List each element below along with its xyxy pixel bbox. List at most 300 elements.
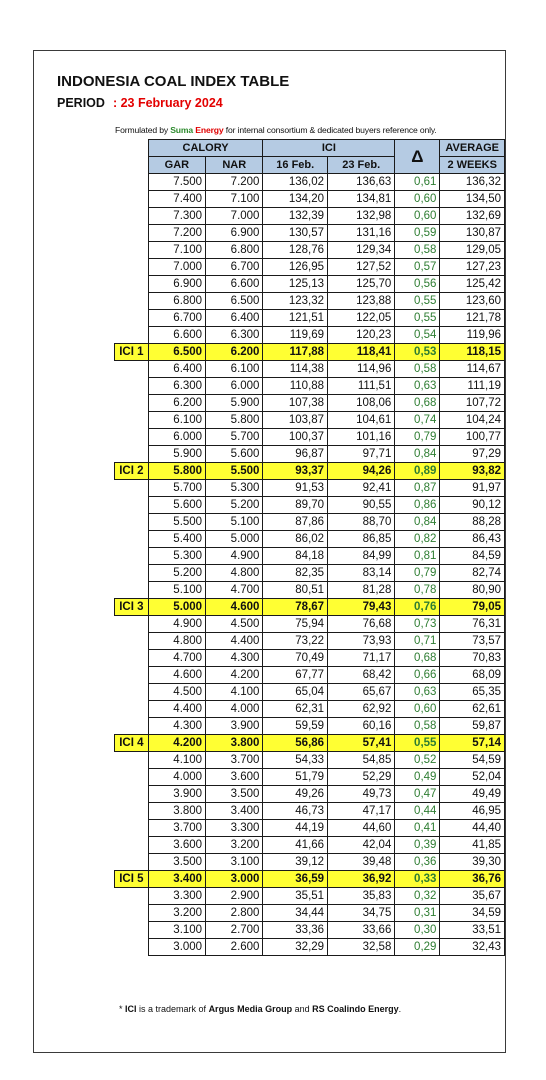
delta-cell: 0,63 xyxy=(395,378,440,395)
table-row xyxy=(115,174,505,191)
delta-cell: 0,32 xyxy=(395,888,440,905)
ici-23feb-cell: 54,85 xyxy=(328,752,395,769)
ici-tag-cell xyxy=(115,905,149,922)
ici-23feb-cell: 68,42 xyxy=(328,667,395,684)
nar-cell: 4.800 xyxy=(206,565,263,582)
ici-23feb-cell: 122,05 xyxy=(328,310,395,327)
table-row xyxy=(115,514,505,531)
nar-cell: 6.500 xyxy=(206,293,263,310)
date2-header: 23 Feb. xyxy=(328,157,395,174)
delta-cell: 0,66 xyxy=(395,667,440,684)
brand-name-part1: Suma xyxy=(170,125,194,135)
ici-16feb-cell: 78,67 xyxy=(263,599,328,616)
ici-tag-cell xyxy=(115,548,149,565)
average-cell: 54,59 xyxy=(440,752,505,769)
ici-23feb-cell: 83,14 xyxy=(328,565,395,582)
ici-23feb-cell: 123,88 xyxy=(328,293,395,310)
gar-cell: 4.900 xyxy=(148,616,205,633)
ici-tag-cell xyxy=(115,208,149,225)
average-cell: 34,59 xyxy=(440,905,505,922)
ici-tag-cell xyxy=(115,803,149,820)
ici-23feb-cell: 79,43 xyxy=(328,599,395,616)
table-row xyxy=(115,259,505,276)
gar-cell: 3.900 xyxy=(148,786,205,803)
coal-index-table xyxy=(114,139,505,956)
ici-tag-cell xyxy=(115,582,149,599)
table-row xyxy=(115,752,505,769)
ici-16feb-cell: 107,38 xyxy=(263,395,328,412)
table-row xyxy=(115,276,505,293)
ici-header: ICI xyxy=(263,140,395,157)
average-cell: 100,77 xyxy=(440,429,505,446)
average-header: AVERAGE xyxy=(440,140,505,157)
table-row xyxy=(115,378,505,395)
delta-cell: 0,79 xyxy=(395,565,440,582)
ici-16feb-cell: 87,86 xyxy=(263,514,328,531)
delta-cell: 0,76 xyxy=(395,599,440,616)
ici-tag-cell xyxy=(115,650,149,667)
period-label: PERIOD xyxy=(57,96,105,110)
nar-cell: 3.000 xyxy=(206,871,263,888)
ici-16feb-cell: 75,94 xyxy=(263,616,328,633)
nar-cell: 5.600 xyxy=(206,446,263,463)
ici-16feb-cell: 117,88 xyxy=(263,344,328,361)
ici-tag-cell xyxy=(115,225,149,242)
ici-16feb-cell: 82,35 xyxy=(263,565,328,582)
gar-cell: 6.600 xyxy=(148,327,205,344)
gar-cell: 7.200 xyxy=(148,225,205,242)
ici-16feb-cell: 93,37 xyxy=(263,463,328,480)
average-cell: 70,83 xyxy=(440,650,505,667)
table-row-ici xyxy=(115,871,505,888)
nar-header: NAR xyxy=(206,157,263,174)
gar-header: GAR xyxy=(148,157,205,174)
ici-23feb-cell: 131,16 xyxy=(328,225,395,242)
delta-cell: 0,58 xyxy=(395,242,440,259)
average-cell: 123,60 xyxy=(440,293,505,310)
delta-cell: 0,79 xyxy=(395,429,440,446)
ici-16feb-cell: 67,77 xyxy=(263,667,328,684)
delta-cell: 0,56 xyxy=(395,276,440,293)
table-body xyxy=(115,174,505,956)
footnote-end: . xyxy=(398,1004,402,1014)
average-cell: 97,29 xyxy=(440,446,505,463)
average-cell: 136,32 xyxy=(440,174,505,191)
delta-cell: 0,39 xyxy=(395,837,440,854)
delta-cell: 0,47 xyxy=(395,786,440,803)
delta-cell: 0,52 xyxy=(395,752,440,769)
gar-cell: 4.400 xyxy=(148,701,205,718)
table-row xyxy=(115,650,505,667)
average-cell: 65,35 xyxy=(440,684,505,701)
gar-cell: 5.000 xyxy=(148,599,205,616)
delta-cell: 0,84 xyxy=(395,446,440,463)
ici-tag-cell: ICI 4 xyxy=(115,735,149,752)
gar-cell: 6.100 xyxy=(148,412,205,429)
average-cell: 130,87 xyxy=(440,225,505,242)
average-cell: 35,67 xyxy=(440,888,505,905)
gar-cell: 6.700 xyxy=(148,310,205,327)
gar-cell: 5.800 xyxy=(148,463,205,480)
delta-cell: 0,74 xyxy=(395,412,440,429)
delta-cell: 0,84 xyxy=(395,514,440,531)
nar-cell: 5.000 xyxy=(206,531,263,548)
ici-tag-cell xyxy=(115,888,149,905)
nar-cell: 6.700 xyxy=(206,259,263,276)
average-cell: 73,57 xyxy=(440,633,505,650)
nar-cell: 4.900 xyxy=(206,548,263,565)
ici-23feb-cell: 97,71 xyxy=(328,446,395,463)
table-row-ici xyxy=(115,463,505,480)
gar-cell: 3.000 xyxy=(148,939,205,956)
gar-cell: 7.400 xyxy=(148,191,205,208)
delta-cell: 0,33 xyxy=(395,871,440,888)
ici-23feb-cell: 118,41 xyxy=(328,344,395,361)
ici-16feb-cell: 65,04 xyxy=(263,684,328,701)
ici-23feb-cell: 111,51 xyxy=(328,378,395,395)
ici-tag-cell xyxy=(115,718,149,735)
footnote-and: and xyxy=(292,1004,313,1014)
ici-23feb-cell: 44,60 xyxy=(328,820,395,837)
average-cell: 80,90 xyxy=(440,582,505,599)
ici-23feb-cell: 52,29 xyxy=(328,769,395,786)
nar-cell: 5.900 xyxy=(206,395,263,412)
ici-tag-cell xyxy=(115,514,149,531)
delta-cell: 0,59 xyxy=(395,225,440,242)
ici-16feb-cell: 35,51 xyxy=(263,888,328,905)
ici-16feb-cell: 56,86 xyxy=(263,735,328,752)
gar-cell: 6.200 xyxy=(148,395,205,412)
ici-tag-cell xyxy=(115,837,149,854)
ici-23feb-cell: 125,70 xyxy=(328,276,395,293)
average-cell: 57,14 xyxy=(440,735,505,752)
ici-16feb-cell: 39,12 xyxy=(263,854,328,871)
header-spacer xyxy=(115,140,149,157)
table-row xyxy=(115,616,505,633)
table-row xyxy=(115,242,505,259)
table-row xyxy=(115,888,505,905)
ici-23feb-cell: 108,06 xyxy=(328,395,395,412)
average-cell: 132,69 xyxy=(440,208,505,225)
table-row xyxy=(115,395,505,412)
average-cell: 86,43 xyxy=(440,531,505,548)
nar-cell: 5.300 xyxy=(206,480,263,497)
gar-cell: 3.300 xyxy=(148,888,205,905)
nar-cell: 5.700 xyxy=(206,429,263,446)
gar-cell: 5.300 xyxy=(148,548,205,565)
nar-cell: 5.800 xyxy=(206,412,263,429)
average-cell: 88,28 xyxy=(440,514,505,531)
ici-tag-cell xyxy=(115,684,149,701)
ici-23feb-cell: 101,16 xyxy=(328,429,395,446)
average-cell: 46,95 xyxy=(440,803,505,820)
delta-cell: 0,60 xyxy=(395,701,440,718)
table-row xyxy=(115,531,505,548)
nar-cell: 4.500 xyxy=(206,616,263,633)
average-cell: 134,50 xyxy=(440,191,505,208)
table-row xyxy=(115,480,505,497)
delta-cell: 0,29 xyxy=(395,939,440,956)
nar-cell: 7.200 xyxy=(206,174,263,191)
ici-23feb-cell: 92,41 xyxy=(328,480,395,497)
nar-cell: 3.700 xyxy=(206,752,263,769)
header-spacer xyxy=(115,157,149,174)
delta-cell: 0,55 xyxy=(395,735,440,752)
delta-cell: 0,57 xyxy=(395,259,440,276)
ici-16feb-cell: 100,37 xyxy=(263,429,328,446)
table-row xyxy=(115,582,505,599)
ici-16feb-cell: 130,57 xyxy=(263,225,328,242)
table-row xyxy=(115,701,505,718)
ici-tag-cell xyxy=(115,616,149,633)
average-cell: 44,40 xyxy=(440,820,505,837)
ici-tag-cell xyxy=(115,565,149,582)
delta-cell: 0,55 xyxy=(395,293,440,310)
ici-tag-cell xyxy=(115,633,149,650)
ici-23feb-cell: 134,81 xyxy=(328,191,395,208)
ici-tag-cell: ICI 3 xyxy=(115,599,149,616)
nar-cell: 4.300 xyxy=(206,650,263,667)
gar-cell: 4.000 xyxy=(148,769,205,786)
table-row xyxy=(115,225,505,242)
average-cell: 52,04 xyxy=(440,769,505,786)
nar-cell: 4.700 xyxy=(206,582,263,599)
gar-cell: 3.400 xyxy=(148,871,205,888)
ici-23feb-cell: 136,63 xyxy=(328,174,395,191)
table-row xyxy=(115,208,505,225)
ici-23feb-cell: 32,58 xyxy=(328,939,395,956)
gar-cell: 5.500 xyxy=(148,514,205,531)
delta-cell: 0,87 xyxy=(395,480,440,497)
nar-cell: 4.400 xyxy=(206,633,263,650)
average-cell: 129,05 xyxy=(440,242,505,259)
table-row xyxy=(115,718,505,735)
delta-cell: 0,58 xyxy=(395,718,440,735)
nar-cell: 5.500 xyxy=(206,463,263,480)
ici-16feb-cell: 51,79 xyxy=(263,769,328,786)
footnote-star: * xyxy=(119,1004,126,1014)
delta-cell: 0,54 xyxy=(395,327,440,344)
table-row xyxy=(115,922,505,939)
average-cell: 93,82 xyxy=(440,463,505,480)
source-note xyxy=(115,125,437,135)
nar-cell: 3.100 xyxy=(206,854,263,871)
footnote-org1: Argus Media Group xyxy=(208,1004,293,1014)
table-row xyxy=(115,820,505,837)
average-cell: 104,24 xyxy=(440,412,505,429)
average-cell: 39,30 xyxy=(440,854,505,871)
nar-cell: 3.600 xyxy=(206,769,263,786)
ici-23feb-cell: 120,23 xyxy=(328,327,395,344)
gar-cell: 5.600 xyxy=(148,497,205,514)
table-row xyxy=(115,684,505,701)
ici-23feb-cell: 42,04 xyxy=(328,837,395,854)
footnote-text: is a trademark of xyxy=(136,1004,209,1014)
gar-cell: 6.300 xyxy=(148,378,205,395)
table-row xyxy=(115,429,505,446)
ici-tag-cell xyxy=(115,446,149,463)
table-row xyxy=(115,361,505,378)
nar-cell: 3.900 xyxy=(206,718,263,735)
period-value: : 23 February 2024 xyxy=(112,96,223,110)
average-cell: 68,09 xyxy=(440,667,505,684)
table-row xyxy=(115,446,505,463)
delta-cell: 0,63 xyxy=(395,684,440,701)
average-cell: 41,85 xyxy=(440,837,505,854)
ici-16feb-cell: 125,13 xyxy=(263,276,328,293)
ici-tag-cell xyxy=(115,276,149,293)
nar-cell: 4.100 xyxy=(206,684,263,701)
gar-cell: 3.500 xyxy=(148,854,205,871)
ici-23feb-cell: 90,55 xyxy=(328,497,395,514)
ici-tag-cell xyxy=(115,293,149,310)
delta-cell: 0,30 xyxy=(395,922,440,939)
brand-name-part2: Energy xyxy=(193,125,224,135)
table-row xyxy=(115,769,505,786)
nar-cell: 4.000 xyxy=(206,701,263,718)
ici-23feb-cell: 114,96 xyxy=(328,361,395,378)
ici-16feb-cell: 62,31 xyxy=(263,701,328,718)
ici-16feb-cell: 136,02 xyxy=(263,174,328,191)
average-cell: 121,78 xyxy=(440,310,505,327)
delta-cell: 0,58 xyxy=(395,361,440,378)
gar-cell: 4.600 xyxy=(148,667,205,684)
ici-tag-cell xyxy=(115,786,149,803)
ici-tag-cell xyxy=(115,922,149,939)
gar-cell: 6.500 xyxy=(148,344,205,361)
gar-cell: 5.700 xyxy=(148,480,205,497)
nar-cell: 7.000 xyxy=(206,208,263,225)
ici-23feb-cell: 94,26 xyxy=(328,463,395,480)
delta-header: Δ xyxy=(395,140,440,174)
table-row xyxy=(115,837,505,854)
ici-23feb-cell: 65,67 xyxy=(328,684,395,701)
nar-cell: 6.600 xyxy=(206,276,263,293)
ici-16feb-cell: 33,36 xyxy=(263,922,328,939)
gar-cell: 7.300 xyxy=(148,208,205,225)
nar-cell: 3.400 xyxy=(206,803,263,820)
ici-23feb-cell: 34,75 xyxy=(328,905,395,922)
ici-16feb-cell: 44,19 xyxy=(263,820,328,837)
ici-16feb-cell: 32,29 xyxy=(263,939,328,956)
ici-tag-cell xyxy=(115,395,149,412)
ici-23feb-cell: 127,52 xyxy=(328,259,395,276)
ici-tag-cell xyxy=(115,174,149,191)
gar-cell: 3.100 xyxy=(148,922,205,939)
ici-tag-cell: ICI 2 xyxy=(115,463,149,480)
gar-cell: 3.600 xyxy=(148,837,205,854)
ici-tag-cell xyxy=(115,327,149,344)
gar-cell: 3.200 xyxy=(148,905,205,922)
nar-cell: 3.500 xyxy=(206,786,263,803)
average-cell: 59,87 xyxy=(440,718,505,735)
ici-23feb-cell: 86,85 xyxy=(328,531,395,548)
gar-cell: 5.100 xyxy=(148,582,205,599)
ici-16feb-cell: 134,20 xyxy=(263,191,328,208)
nar-cell: 5.200 xyxy=(206,497,263,514)
table-row-ici xyxy=(115,735,505,752)
nar-cell: 3.200 xyxy=(206,837,263,854)
ici-16feb-cell: 119,69 xyxy=(263,327,328,344)
ici-23feb-cell: 84,99 xyxy=(328,548,395,565)
report-sheet xyxy=(33,50,506,1053)
table-row xyxy=(115,565,505,582)
nar-cell: 2.800 xyxy=(206,905,263,922)
nar-cell: 4.200 xyxy=(206,667,263,684)
gar-cell: 7.000 xyxy=(148,259,205,276)
nar-cell: 5.100 xyxy=(206,514,263,531)
average-cell: 62,61 xyxy=(440,701,505,718)
ici-tag-cell xyxy=(115,242,149,259)
table-row xyxy=(115,633,505,650)
ici-tag-cell xyxy=(115,497,149,514)
average-cell: 82,74 xyxy=(440,565,505,582)
table-row xyxy=(115,939,505,956)
gar-cell: 4.800 xyxy=(148,633,205,650)
ici-23feb-cell: 73,93 xyxy=(328,633,395,650)
note-suffix: for internal consortium & dedicated buyers reference only. xyxy=(223,125,437,135)
average-cell: 119,96 xyxy=(440,327,505,344)
ici-16feb-cell: 73,22 xyxy=(263,633,328,650)
ici-tag-cell xyxy=(115,769,149,786)
ici-23feb-cell: 39,48 xyxy=(328,854,395,871)
gar-cell: 4.500 xyxy=(148,684,205,701)
nar-cell: 4.600 xyxy=(206,599,263,616)
nar-cell: 6.800 xyxy=(206,242,263,259)
ici-tag-cell xyxy=(115,310,149,327)
ici-23feb-cell: 35,83 xyxy=(328,888,395,905)
delta-cell: 0,55 xyxy=(395,310,440,327)
delta-cell: 0,71 xyxy=(395,633,440,650)
gar-cell: 3.700 xyxy=(148,820,205,837)
ici-tag-cell xyxy=(115,667,149,684)
delta-cell: 0,68 xyxy=(395,650,440,667)
ici-16feb-cell: 128,76 xyxy=(263,242,328,259)
ici-16feb-cell: 41,66 xyxy=(263,837,328,854)
ici-23feb-cell: 60,16 xyxy=(328,718,395,735)
table-row xyxy=(115,786,505,803)
table-row xyxy=(115,412,505,429)
gar-cell: 6.000 xyxy=(148,429,205,446)
delta-cell: 0,68 xyxy=(395,395,440,412)
note-prefix: Formulated by xyxy=(115,125,171,135)
delta-cell: 0,61 xyxy=(395,174,440,191)
trademark-footnote xyxy=(119,1004,401,1014)
ici-16feb-cell: 89,70 xyxy=(263,497,328,514)
ici-tag-cell xyxy=(115,259,149,276)
average-cell: 79,05 xyxy=(440,599,505,616)
average-cell: 111,19 xyxy=(440,378,505,395)
date1-header: 16 Feb. xyxy=(263,157,328,174)
ici-16feb-cell: 103,87 xyxy=(263,412,328,429)
period-line xyxy=(57,96,223,110)
gar-cell: 5.900 xyxy=(148,446,205,463)
nar-cell: 3.300 xyxy=(206,820,263,837)
gar-cell: 7.500 xyxy=(148,174,205,191)
average-cell: 90,12 xyxy=(440,497,505,514)
gar-cell: 4.200 xyxy=(148,735,205,752)
nar-cell: 3.800 xyxy=(206,735,263,752)
ici-tag-cell xyxy=(115,531,149,548)
table-row xyxy=(115,548,505,565)
ici-23feb-cell: 104,61 xyxy=(328,412,395,429)
footnote-org2: RS Coalindo Energy xyxy=(312,1004,399,1014)
ici-16feb-cell: 91,53 xyxy=(263,480,328,497)
ici-tag-cell xyxy=(115,820,149,837)
table-row xyxy=(115,803,505,820)
gar-cell: 4.100 xyxy=(148,752,205,769)
ici-tag-cell xyxy=(115,191,149,208)
